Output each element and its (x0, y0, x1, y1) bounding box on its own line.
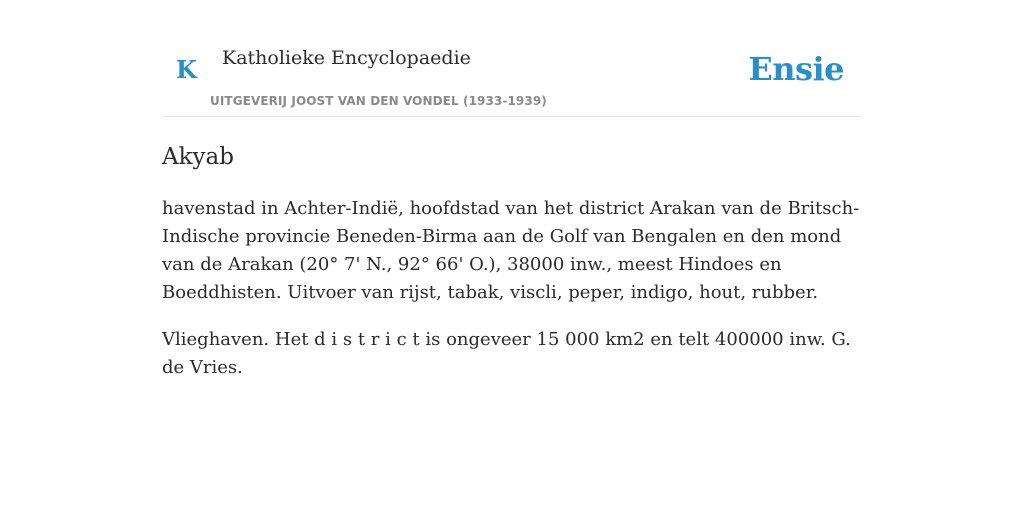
entry-title: Akyab (162, 144, 234, 170)
page-header (162, 0, 862, 117)
publication-title[interactable]: Katholieke Encyclopaedie (222, 47, 471, 69)
entry-paragraph: Vlieghaven. Het d i s t r i c t is ongeveer 15 000 km2 en telt 400000 inw. G. de Vries. (162, 329, 851, 378)
ensie-logo[interactable]: Ensie (748, 50, 844, 88)
article-page (162, 0, 862, 382)
encyclopedia-logo[interactable]: K (176, 55, 197, 84)
publication-subtitle: UITGEVERIJ JOOST VAN DEN VONDEL (1933-1939) (210, 94, 547, 108)
entry-paragraph: havenstad in Achter-Indië, hoofdstad van het district Arakan van de Britsch-Indische provincie Beneden-Birma aan de Golf van Bengalen en den mond van de Arakan (20° 7' N., 92° 66' O.), 38000 inw., meest Hindoes en Boeddhisten. Uitvoer van rijst, tabak, viscli, peper, indigo, hout, rubber. (162, 198, 860, 303)
entry-body (162, 195, 862, 382)
